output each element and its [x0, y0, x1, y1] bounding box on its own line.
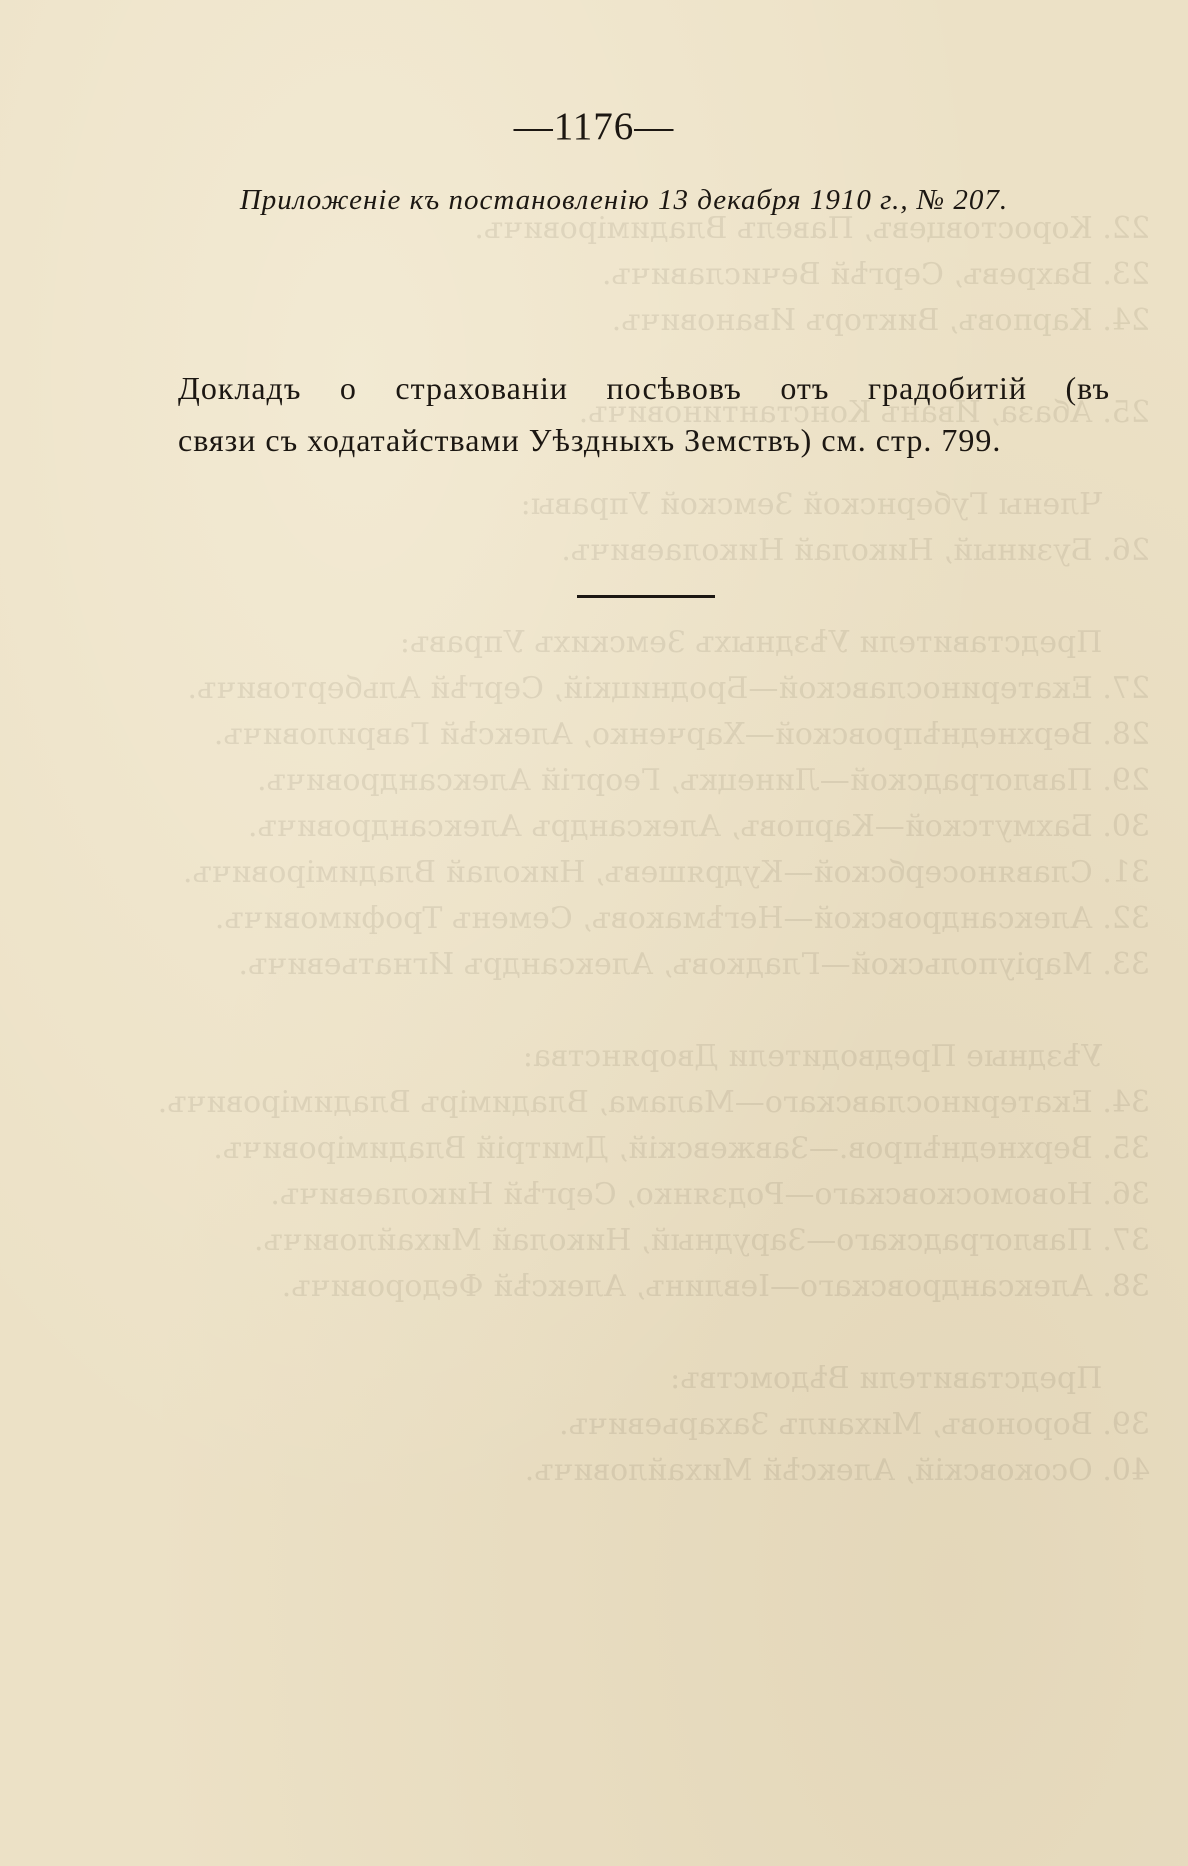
report-reference: [178, 362, 1110, 466]
page-number: —1176—: [513, 105, 675, 148]
report-line-1: Докладъ о страхованіи посѣвовъ отъ градобитій (въ: [178, 370, 1110, 406]
report-line-2: связи съ ходатайствами Уѣздныхъ Земствъ) см. стр. 799.: [178, 422, 1002, 458]
section-divider: [577, 595, 715, 598]
bleed-through-texture: 22. Коростовцевъ, Павелъ Владиміровичъ. 23. Вахревъ, Сергѣй Вечиславичъ. 24. Карповъ, Викторъ Ивановичъ. 25. Абаза, Иванъ Константиновичъ. Члены Губернской Земской Управы: 26. Бузиный, Николай Николаевичъ. Представители Уѣздныхъ Земскихъ Управъ: 27. Екатеринославской—Бродницкій, Сергѣй Альбертовичъ. 28. Верхнеднѣпровской—Харченко, Алексѣй Гавриловичъ. 29. Павлоградской—Линецкъ, Георгій Александровичъ. 30. Бахмутской—Карповъ, Александръ Александровичъ. 31. Славяносербской—Кудряшевъ, Николай Владиміровичъ. 32. Александровской—Негѣмаковъ, Семенъ Трофимовичъ. 33. Маріупольской—Гладковъ, Александръ Игнатьевичъ. Уѣздные Предводители Дворянства: 34. Екатеринославскаго—Малама, Владиміръ Владиміровичъ. 35. Верхнеднѣпров.—Завжевскій, Дмитрій Владиміровичъ. 36. Новомосковскаго—Родзянко, Сергѣй Николаевичъ. 37. Павлоградскаго—Зарудный, Николай Михайловичъ. 38. Александровскаго—Іевлинъ, Алексѣй Федоровичъ. Представители Вѣдомствъ: 39. Вороновъ, Михаилъ Захарьевичъ. 40. Осоковскій, Алексѣй Михайловичъ.: [157, 211, 1150, 1488]
appendix-note: Приложеніе къ постановленію 13 декабря 1910 г., № 207.: [239, 184, 1009, 216]
